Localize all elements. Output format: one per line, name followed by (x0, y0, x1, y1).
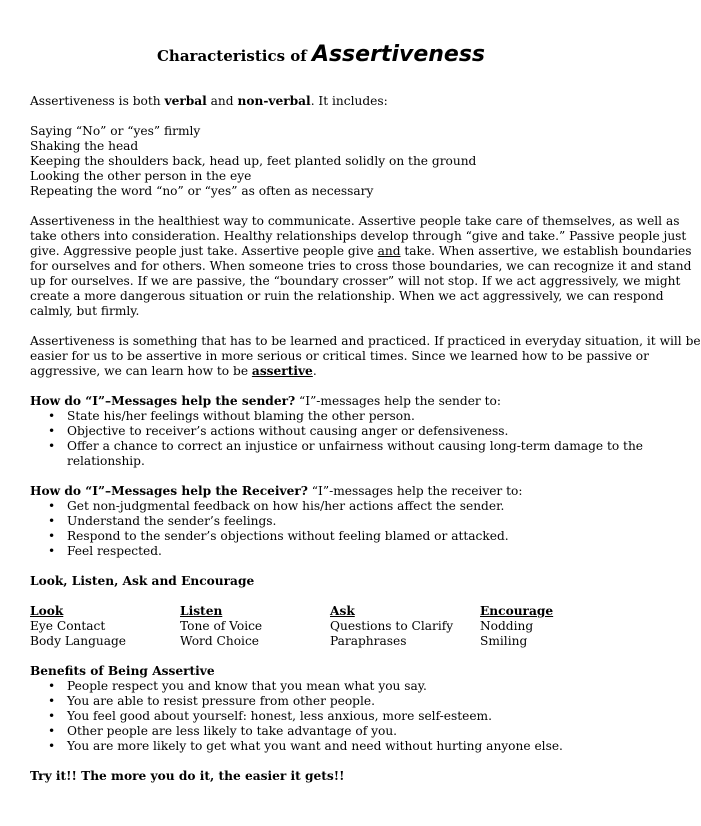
paragraph-line: up for ourselves. If we are passive, the “boundary crosser” will not stop. If we act aggressively, we might (30, 274, 681, 288)
paragraph-line: Assertiveness is something that has to be learned and practiced. If practiced in everyday situation, it will be (30, 334, 701, 348)
receiver-lead: “I”-messages help the receiver to: (307, 484, 523, 498)
benefits-heading (30, 664, 612, 679)
paragraph-learned (30, 334, 701, 379)
benefits-bullet-list (30, 679, 612, 754)
receiver-heading: How do “I”–Messages help the Receiver? (30, 484, 308, 498)
closing-text: Try it!! The more you do it, the easier it gets!! (30, 769, 345, 783)
list-item-continuation (30, 454, 612, 469)
bullet-icon: • (48, 514, 56, 528)
column-header-look: Look (30, 604, 64, 618)
bullet-icon: • (48, 694, 56, 708)
list-item (30, 739, 612, 754)
bullet-icon: • (48, 709, 56, 723)
list-item-text: State his/her feelings without blaming the other person. (67, 409, 415, 423)
title-emphasis: Assertiveness (311, 42, 486, 67)
underlined-and: and (377, 244, 401, 258)
bullet-icon: • (48, 529, 56, 543)
behavior-item: Shaking the head (30, 139, 139, 153)
paragraph-line (30, 244, 692, 259)
behavior-item: Looking the other person in the eye (30, 169, 252, 183)
column-header-ask: Ask (330, 604, 355, 618)
table-cell: Tone of Voice (180, 619, 263, 633)
list-item-text: Objective to receiver’s actions without causing anger or defensiveness. (67, 424, 509, 438)
bullet-icon: • (48, 499, 56, 513)
list-item-text: People respect you and know that you mean what you say. (67, 679, 427, 693)
list-item-text: You feel good about yourself: honest, less anxious, more self-esteem. (67, 709, 492, 723)
paragraph-text: take. When assertive, we establish boundaries (400, 244, 692, 258)
section-heading-line (30, 394, 612, 409)
list-item-text: You are able to resist pressure from other people. (67, 694, 375, 708)
paragraph-line: calmly, but firmly. (30, 304, 140, 318)
sender-bullet-list (30, 409, 644, 469)
lale-heading (30, 574, 612, 589)
bullet-icon: • (48, 544, 56, 558)
table-cell: Body Language (30, 634, 126, 648)
document-page (30, 40, 701, 784)
paragraph-line: for ourselves and for others. When someone tries to cross those boundaries, we can recognize it and stand (30, 259, 692, 273)
list-item (30, 529, 612, 544)
intro-paragraph (30, 94, 612, 109)
benefits-heading-text: Benefits of Being Assertive (30, 664, 215, 678)
table-cell: Smiling (480, 634, 528, 648)
intro-verbal: verbal (164, 94, 207, 108)
sender-section (30, 394, 644, 469)
bullet-icon: • (48, 724, 56, 738)
table-cell: Eye Contact (30, 619, 106, 633)
intro-nonverbal: non-verbal (237, 94, 311, 108)
section-heading-line (30, 484, 612, 499)
list-item (30, 709, 612, 724)
table-cell: Questions to Clarify (330, 619, 454, 633)
closing-line (30, 769, 612, 784)
bullet-icon: • (48, 439, 56, 453)
behavior-item: Repeating the word “no” or “yes” as often as necessary (30, 184, 374, 198)
intro-text-end: . It includes: (310, 94, 388, 108)
list-item (30, 439, 644, 454)
title-prefix: Characteristics of (156, 47, 312, 65)
bullet-icon: • (48, 424, 56, 438)
paragraph-text: give. Aggressive people just take. Assertive people give (30, 244, 378, 258)
sender-lead: “I”-messages help the sender to: (295, 394, 501, 408)
paragraph-text: aggressive, we can learn how to be (30, 364, 252, 378)
paragraph-line: easier for us to be assertive in more serious or critical times. Since we learned how to be passive or (30, 349, 649, 363)
bullet-icon: • (48, 679, 56, 693)
list-item-text: Other people are less likely to take advantage of you. (67, 724, 398, 738)
paragraph-line: create a more dangerous situation or ruin the relationship. When we act aggressively, we can respond (30, 289, 664, 303)
list-item-text: Respond to the sender’s objections without feeling blamed or attacked. (67, 529, 509, 543)
column-header-listen: Listen (180, 604, 223, 618)
column-header-encourage: Encourage (480, 604, 554, 618)
benefits-section (30, 664, 612, 754)
page-title (30, 40, 612, 70)
paragraph-line: Assertiveness in the healthiest way to communicate. Assertive people take care of themselves, as well as (30, 214, 680, 228)
list-item-text: Feel respected. (67, 544, 162, 558)
intro-and: and (206, 94, 238, 108)
assertive-emphasis: assertive (251, 364, 313, 378)
paragraph-text: . (312, 364, 317, 378)
list-item (30, 724, 612, 739)
paragraph-line: take others into consideration. Healthy relationships develop through “give and take.” Passive people just (30, 229, 687, 243)
behavior-list (30, 124, 612, 199)
table-cell: Word Choice (180, 634, 259, 648)
behavior-item: Saying “No” or “yes” firmly (30, 124, 201, 138)
list-item-text: Get non-judgmental feedback on how his/her actions affect the sender. (67, 499, 505, 513)
list-item-text: Offer a chance to correct an injustice or unfairness without causing long-term damage to the (67, 439, 644, 453)
list-item (30, 499, 612, 514)
lale-heading-text: Look, Listen, Ask and Encourage (30, 574, 255, 588)
lale-table (30, 604, 612, 649)
list-item-text: relationship. (67, 454, 145, 468)
list-item (30, 514, 612, 529)
list-item (30, 694, 612, 709)
behavior-item: Keeping the shoulders back, head up, feet planted solidly on the ground (30, 154, 477, 168)
list-item (30, 544, 612, 559)
sender-heading: How do “I”–Messages help the sender? (30, 394, 296, 408)
list-item (30, 679, 612, 694)
bullet-icon: • (48, 739, 56, 753)
receiver-section (30, 484, 612, 559)
receiver-bullet-list (30, 499, 612, 559)
intro-text: Assertiveness is both (30, 94, 165, 108)
paragraph-healthiest (30, 214, 692, 319)
list-item-text: You are more likely to get what you want and need without hurting anyone else. (67, 739, 563, 753)
table-cell: Paraphrases (330, 634, 407, 648)
list-item-text: Understand the sender’s feelings. (67, 514, 277, 528)
table-cell: Nodding (480, 619, 534, 633)
bullet-icon: • (48, 409, 56, 423)
list-item (30, 409, 612, 424)
paragraph-line (30, 364, 612, 379)
list-item (30, 424, 612, 439)
